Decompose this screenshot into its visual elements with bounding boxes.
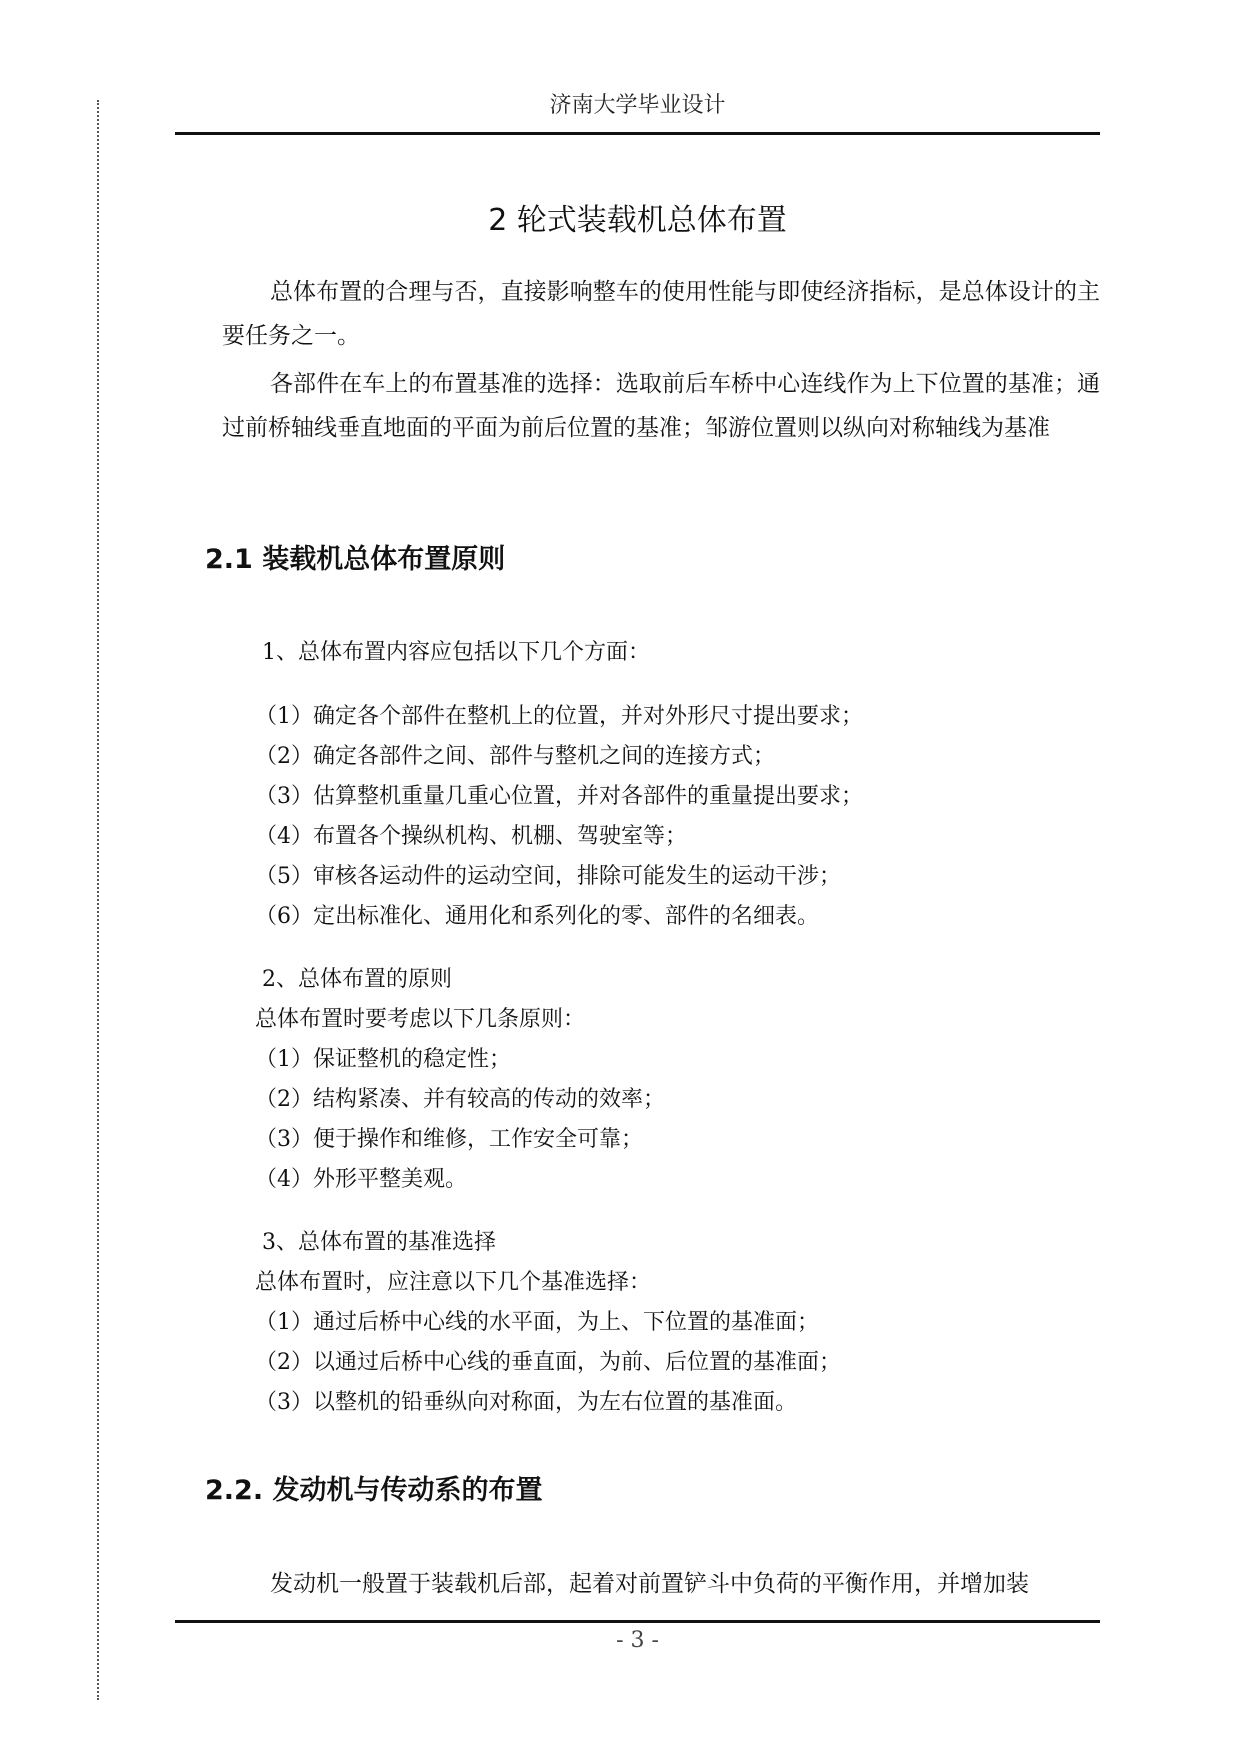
binding-margin-line — [97, 100, 99, 1700]
part1-item: （5）审核各运动件的运动空间，排除可能发生的运动干涉； — [255, 864, 841, 889]
part2-intro: 总体布置时要考虑以下几条原则： — [255, 1007, 586, 1032]
page-header-title: 济南大学毕业设计 — [549, 93, 726, 118]
header-divider — [175, 132, 1100, 135]
section2-paragraph-1: 发动机一般置于装载机后部，起着对前置铲斗中负荷的平衡作用，并增加装 — [270, 1571, 1029, 1597]
part3-item: （3）以整机的铅垂纵向对称面，为左右位置的基准面。 — [255, 1390, 797, 1415]
part1-item: （3）估算整机重量几重心位置，并对各部件的重量提出要求； — [255, 784, 863, 809]
intro-paragraph-2: 各部件在车上的布置基准的选择：选取前后车桥中心连线作为上下位置的基准；通过前桥轴线垂直地面的平面为前后位置的基准；邹游位置则以纵向对称轴线为基准 — [222, 371, 1100, 441]
part3-intro: 总体布置时，应注意以下几个基准选择： — [255, 1270, 652, 1295]
footer-divider — [175, 1620, 1100, 1623]
part1-heading: 1、总体布置内容应包括以下几个方面： — [262, 640, 650, 665]
part2-item: （3）便于操作和维修，工作安全可靠； — [255, 1127, 643, 1152]
part1-item: （2）确定各部件之间、部件与整机之间的连接方式； — [255, 744, 775, 769]
part1-item: （4）布置各个操纵机构、机棚、驾驶室等； — [255, 824, 687, 849]
intro-paragraph-1: 总体布置的合理与否，直接影响整车的使用性能与即使经济指标，是总体设计的主要任务之一。 — [222, 279, 1100, 349]
part1-item: （6）定出标准化、通用化和系列化的零、部件的名细表。 — [255, 904, 819, 929]
part3-item: （2）以通过后桥中心线的垂直面，为前、后位置的基准面； — [255, 1350, 841, 1375]
part2-heading: 2、总体布置的原则 — [262, 967, 452, 992]
part1-item: （1）确定各个部件在整机上的位置，并对外形尺寸提出要求； — [255, 704, 863, 729]
part2-item: （1）保证整机的稳定性； — [255, 1047, 511, 1072]
page-number: - 3 - — [616, 1628, 659, 1653]
chapter-title: 2 轮式装载机总体布置 — [488, 203, 787, 238]
section-2-2-title: 2.2. 发动机与传动系的布置 — [205, 1475, 543, 1506]
part2-item: （4）外形平整美观。 — [255, 1167, 467, 1192]
part2-item: （2）结构紧凑、并有较高的传动的效率； — [255, 1087, 665, 1112]
part3-item: （1）通过后桥中心线的水平面，为上、下位置的基准面； — [255, 1310, 819, 1335]
section-2-1-title: 2.1 装载机总体布置原则 — [205, 544, 506, 575]
part3-heading: 3、总体布置的基准选择 — [262, 1230, 496, 1255]
